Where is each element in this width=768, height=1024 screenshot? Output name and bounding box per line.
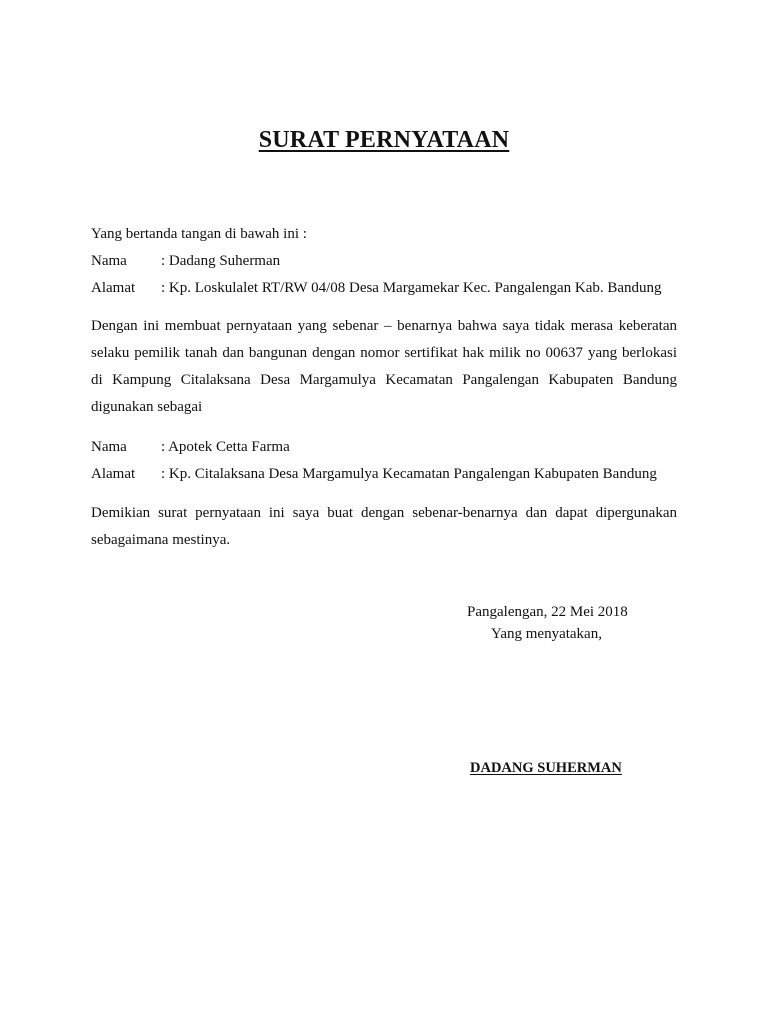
user-name-row [91, 438, 290, 456]
signature-name: DADANG SUHERMAN [470, 760, 622, 776]
user-address-value: : Kp. Citalaksana Desa Margamulya Kecamatan Pangalengan Kabupaten Bandung [161, 466, 657, 482]
user-address-label: Alamat [91, 466, 136, 482]
signature-place-date: Pangalengan, 22 Mei 2018 [467, 604, 628, 620]
signature-role: Yang menyatakan, [491, 626, 602, 642]
statement-paragraph: Dengan ini membuat pernyataan yang sebenar – benarnya bahwa saya tidak merasa keberatan selaku pemilik tanah dan bangunan dengan nomor sertifikat hak milik no 00637 yang berlokasi di Kampung Citalaksana Desa Margamulya Kecamatan Pangalengan Kabupaten Bandung digunakan sebagai [91, 318, 677, 415]
declarant-address-row [91, 279, 662, 297]
user-name-value: : Apotek Cetta Farma [161, 439, 290, 455]
closing-paragraph: Demikian surat pernyataan ini saya buat dengan sebenar-benarnya dan dapat dipergunakan sebagaimana mestinya. [91, 505, 677, 548]
user-name-label: Nama [91, 439, 127, 455]
user-address-row [91, 465, 657, 483]
document-title: SURAT PERNYATAAN [258, 127, 510, 153]
declarant-name-row [91, 252, 280, 270]
declarant-address-label: Alamat [91, 280, 136, 296]
declarant-name-label: Nama [91, 253, 127, 269]
declarant-name-value: : Dadang Suherman [161, 253, 281, 269]
intro-text: Yang bertanda tangan di bawah ini : [91, 226, 307, 242]
declarant-address-value: : Kp. Loskulalet RT/RW 04/08 Desa Margamekar Kec. Pangalengan Kab. Bandung [161, 280, 662, 296]
